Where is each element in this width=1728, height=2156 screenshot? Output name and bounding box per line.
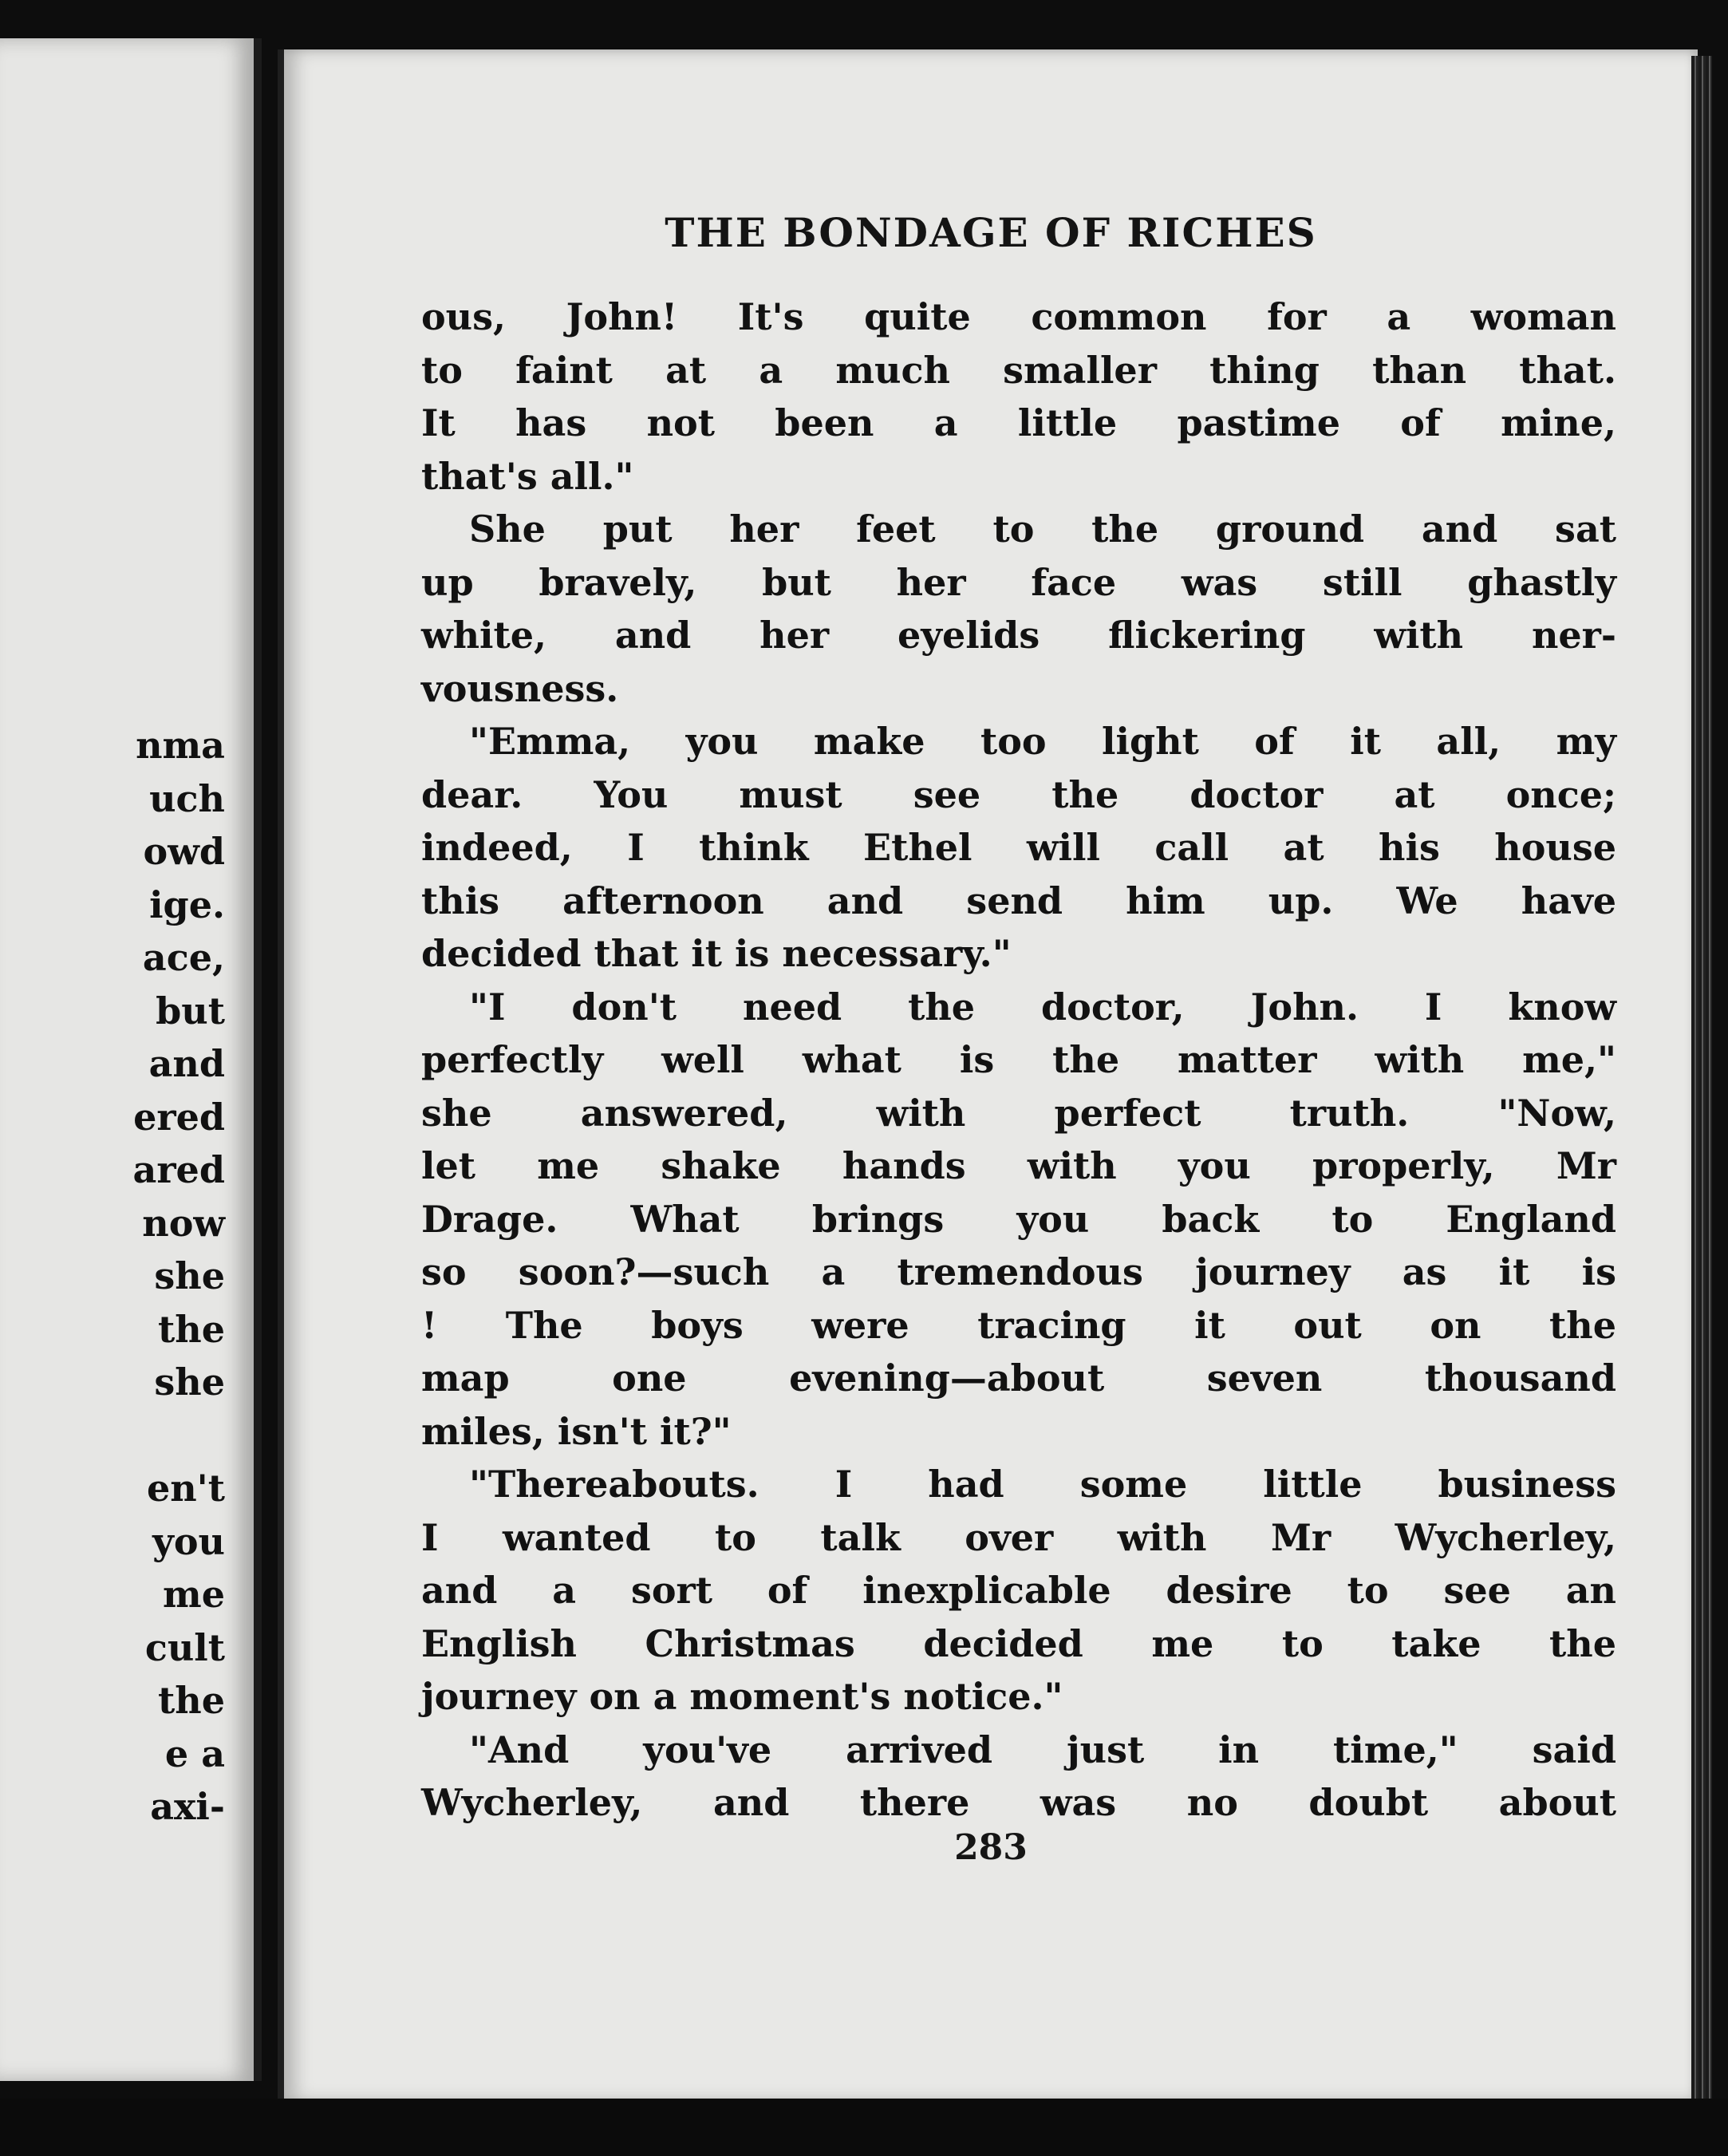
left-page-fragment: she bbox=[154, 1254, 225, 1297]
running-head: THE BONDAGE OF RICHES bbox=[665, 209, 1317, 256]
text-line: decided that it is necessary." bbox=[421, 932, 1012, 975]
text-line: "And you've arrived just in time," said bbox=[469, 1728, 1616, 1771]
left-page-fragment: en't bbox=[146, 1467, 225, 1510]
left-page-fragment: ace, bbox=[142, 936, 225, 979]
left-page-fragment: you bbox=[152, 1519, 225, 1563]
text-line: and a sort of inexplicable desire to see an bbox=[421, 1569, 1616, 1612]
text-line: "Thereabouts. I had some little business bbox=[469, 1463, 1616, 1506]
text-line: map one evening—about seven thousand bbox=[421, 1356, 1616, 1400]
text-line: dear. You must see the doctor at once; bbox=[421, 772, 1616, 816]
page-number: 283 bbox=[954, 1827, 1028, 1868]
left-page bbox=[0, 38, 262, 2081]
text-line: white, and her eyelids flickering with ner- bbox=[421, 614, 1616, 657]
text-line: journey on a moment's notice." bbox=[421, 1675, 1063, 1718]
text-line: perfectly well what is the matter with me," bbox=[421, 1038, 1616, 1081]
left-page-fragment: but bbox=[156, 989, 225, 1033]
left-page-fragment: nma bbox=[136, 724, 225, 767]
text-line: "Emma, you make too light of it all, my bbox=[469, 720, 1616, 763]
text-line: It has not been a little pastime of mine, bbox=[421, 401, 1616, 444]
left-page-fragment: me bbox=[163, 1573, 225, 1616]
text-line: English Christmas decided me to take the bbox=[421, 1621, 1616, 1665]
text-line: to faint at a much smaller thing than that. bbox=[421, 348, 1616, 392]
text-line: so soon?—such a tremendous journey as it is bbox=[421, 1250, 1616, 1293]
text-line: that's all." bbox=[421, 454, 634, 498]
left-page-fragment: and bbox=[148, 1042, 225, 1085]
text-line: up bravely, but her face was still ghastly bbox=[421, 560, 1616, 604]
text-line: ! The boys were tracing it out on the bbox=[421, 1303, 1616, 1347]
left-page-text-fragments bbox=[133, 719, 225, 1834]
left-page-fragment: now bbox=[142, 1201, 225, 1245]
text-line: vousness. bbox=[421, 666, 619, 710]
left-page-fragment bbox=[133, 1409, 225, 1463]
body-text bbox=[421, 290, 1616, 1830]
left-page-fragment: ige. bbox=[149, 883, 225, 926]
text-line: I wanted to talk over with Mr Wycherley, bbox=[421, 1515, 1616, 1559]
text-line: "I don't need the doctor, John. I know bbox=[469, 985, 1616, 1029]
text-line: Wycherley, and there was no doubt about bbox=[421, 1781, 1616, 1824]
left-page-fragment: the bbox=[158, 1679, 225, 1722]
left-page-fragment: owd bbox=[143, 830, 225, 873]
left-page-fragment: ared bbox=[132, 1148, 225, 1191]
text-line: indeed, I think Ethel will call at his house bbox=[421, 826, 1616, 869]
text-line: she answered, with perfect truth. "Now, bbox=[421, 1091, 1616, 1135]
left-page-fragment: she bbox=[154, 1360, 225, 1404]
text-line: miles, isn't it?" bbox=[421, 1409, 732, 1453]
text-line: Drage. What brings you back to England bbox=[421, 1197, 1616, 1241]
left-page-fragment: e a bbox=[164, 1732, 225, 1775]
text-line: let me shake hands with you properly, Mr bbox=[421, 1144, 1616, 1187]
left-page-fragment: the bbox=[158, 1307, 225, 1351]
left-page-fragment: cult bbox=[144, 1625, 225, 1669]
left-page-fragment: uch bbox=[149, 776, 225, 820]
left-page-fragment: axi- bbox=[150, 1785, 225, 1828]
text-line: She put her feet to the ground and sat bbox=[469, 507, 1616, 551]
text-line: ous, John! It's quite common for a woman bbox=[421, 295, 1616, 338]
scan-bottom-border bbox=[0, 2099, 1728, 2156]
left-page-fragment: ered bbox=[133, 1095, 225, 1139]
page-edge bbox=[1691, 56, 1712, 2115]
right-page bbox=[278, 49, 1698, 2102]
text-line: this afternoon and send him up. We have bbox=[421, 879, 1616, 922]
